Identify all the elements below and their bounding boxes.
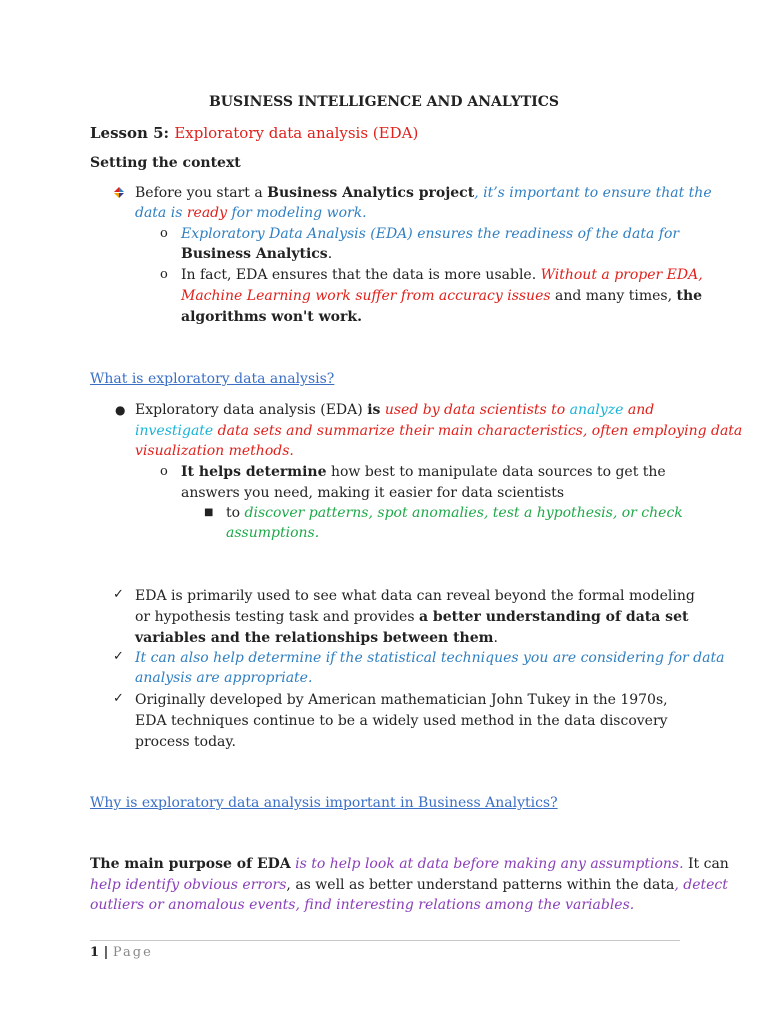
why-paragraph-line-3: outliers or anomalous events, find interesting relations among the variables. <box>90 897 635 913</box>
context-sub-1-line-1: Exploratory Data Analysis (EDA) ensures the readiness of the data for <box>181 226 680 242</box>
what-bullet-1-line-3: visualization methods. <box>135 443 294 459</box>
what-check-3-line-2: EDA techniques continue to be a widely used method in the data discovery <box>135 713 668 729</box>
why-paragraph-line-2: help identify obvious errors, as well as better understand patterns within the data, detect <box>90 877 728 893</box>
disc-bullet-icon: ● <box>115 403 126 417</box>
checkmark-icon: ✓ <box>113 691 124 706</box>
why-paragraph-line-1: The main purpose of EDA is to help look at data before making any assumptions. It can <box>90 856 729 872</box>
what-bullet-1-line-1: Exploratory data analysis (EDA) is used by data scientists to analyze and <box>135 402 655 418</box>
section-heading-context: Setting the context <box>90 155 241 171</box>
what-subsub-1-line-1: to discover patterns, spot anomalies, test a hypothesis, or check <box>226 505 683 521</box>
what-check-1-line-2: or hypothesis testing task and provides a better understanding of data set <box>135 609 689 625</box>
lesson-heading <box>90 123 418 143</box>
footer-separator: | <box>99 945 113 960</box>
circle-bullet-icon: o <box>160 464 168 479</box>
what-check-2-line-2: analysis are appropriate. <box>135 670 313 686</box>
what-sub-1-line-1: It helps determine how best to manipulate data sources to get the <box>181 464 666 480</box>
context-sub-2-line-2: Machine Learning work suffer from accuracy issues and many times, the <box>181 288 703 304</box>
what-bullet-1-line-2: investigate data sets and summarize their main characteristics, often employing data <box>135 423 743 439</box>
circle-bullet-icon: o <box>160 267 168 282</box>
context-bullet-1-line-1: Before you start a Business Analytics project, it’s important to ensure that the <box>135 185 712 201</box>
page-footer <box>90 944 153 962</box>
lesson-prefix: Lesson 5: <box>90 124 175 142</box>
square-bullet-icon: ■ <box>204 507 214 518</box>
arrow-bullet-icon <box>112 183 126 203</box>
what-check-2-line-1: It can also help determine if the statistical techniques you are considering for data <box>135 650 725 666</box>
what-check-1-line-1: EDA is primarily used to see what data can reveal beyond the formal modeling <box>135 588 695 604</box>
what-check-3-line-3: process today. <box>135 734 236 750</box>
what-sub-1-line-2: answers you need, making it easier for data scientists <box>181 485 565 501</box>
context-sub-2-line-1: In fact, EDA ensures that the data is more usable. Without a proper EDA, <box>181 267 703 283</box>
what-subsub-1-line-2: assumptions. <box>226 525 320 541</box>
section-heading-what[interactable]: What is exploratory data analysis? <box>90 371 335 387</box>
footer-divider <box>90 940 680 941</box>
document-title: BUSINESS INTELLIGENCE AND ANALYTICS <box>208 94 560 110</box>
context-sub-2-line-3: algorithms won't work. <box>181 309 362 325</box>
page-label: Page <box>112 945 153 960</box>
checkmark-icon: ✓ <box>113 649 124 664</box>
context-sub-1-line-2: Business Analytics. <box>181 246 333 262</box>
lesson-name: Exploratory data analysis (EDA) <box>174 124 419 142</box>
page-number: 1 <box>90 945 100 960</box>
checkmark-icon: ✓ <box>113 587 124 602</box>
circle-bullet-icon: o <box>160 226 168 241</box>
what-check-1-line-3: variables and the relationships between them. <box>135 630 498 646</box>
what-check-3-line-1: Originally developed by American mathematician John Tukey in the 1970s, <box>135 692 668 708</box>
section-heading-why[interactable]: Why is exploratory data analysis important in Business Analytics? <box>90 795 558 811</box>
context-bullet-1-line-2: data is ready for modeling work. <box>135 205 367 221</box>
